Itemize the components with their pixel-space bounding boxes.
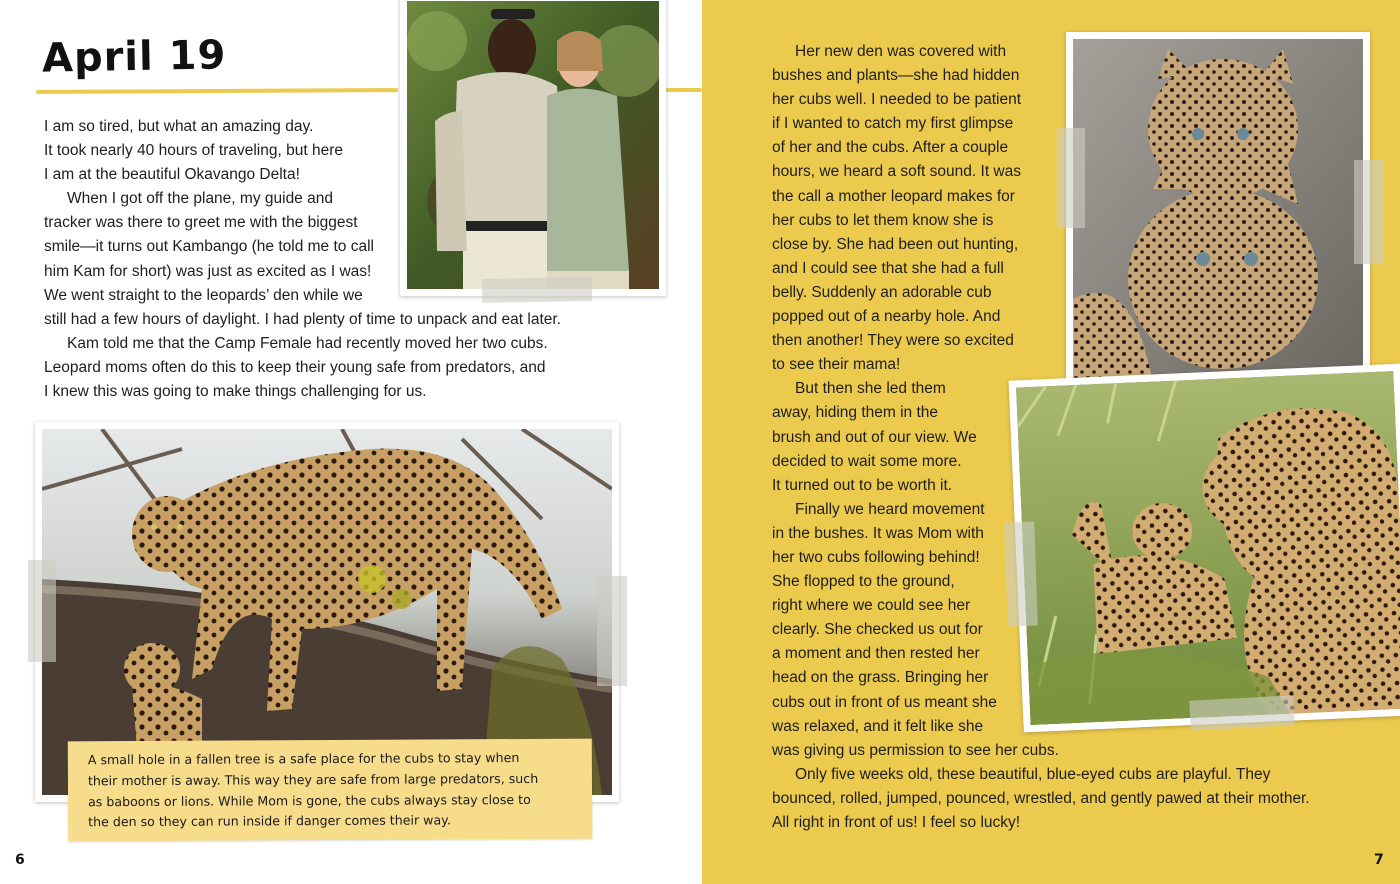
- paragraph-1: I am so tired, but what an amazing day. It took nearly 40 hours of traveling, but here I am at the beautiful Okavango Delta!: [44, 118, 343, 184]
- paragraph-4: Her new den was covered with bushes and plants—she had hidden her cubs well. I needed to be patient if I wanted to catch my first glimpse of her and the cubs. After a couple hours, we heard a soft sound. It was the call a mother leopard makes for her cubs to let them know she is close by. She had been out hunting, and I could see that she had a full belly. Suddenly an adorable cub popped out of a nearby hole. And then another! They were so excited to see their mama!: [772, 43, 1022, 374]
- page-title: April 19: [41, 32, 227, 82]
- two-cubs-image: [1073, 39, 1363, 385]
- photo-tape: [1057, 128, 1085, 228]
- photo-tape: [1189, 695, 1294, 730]
- paragraph-6: Finally we heard movement in the bushes. It was Mom with her two cubs following behind! She flopped to the ground, right where we could see her clearly. She checked us out for a moment and then rested her head on the grass. Bringing her cubs out in front of us meant she was relaxed, and it felt like she was giving us permission to see her cubs.: [772, 500, 1059, 759]
- paragraph-5: But then she led them away, hiding them in the brush and out of our view. We decided to wait some more. It turned out to be worth it.: [772, 380, 977, 494]
- title-underline-continuation: [666, 88, 702, 92]
- two-leopard-cubs-photo: [1066, 32, 1370, 392]
- page-number-right: 7: [1374, 852, 1384, 868]
- photo-caption: A small hole in a fallen tree is a safe place for the cubs to stay when their mother is away. This way they are safe from large predators, such as baboons or lions. While Mom is gone, the cubs always stay close to the den so they can run inside if danger comes their way.: [68, 739, 593, 842]
- paragraph-3: Kam told me that the Camp Female had recently moved her two cubs. Leopard moms often do this to keep their young safe from predators, and I knew this was going to make things challenging for us.: [44, 334, 548, 401]
- mother-leopard-with-cub-in-grass-photo: [1009, 364, 1400, 733]
- photo-tape: [1354, 160, 1384, 264]
- paragraph-7: Only five weeks old, these beautiful, blue-eyed cubs are playful. They bounced, rolled, jumped, pounced, wrestled, and gently pawed at their mother. All right in front of us! I feel so lucky!: [772, 765, 1310, 831]
- mother-and-cub-image: [1016, 371, 1400, 725]
- page-number-left: 6: [15, 852, 25, 868]
- paragraph-2: When I got off the plane, my guide and tracker was there to greet me with the biggest smile—it turns out Kambango (he told me to call him Kam for short) was just as excited as I was! We went straight to the leopards’ den while we still had a few hours of daylight. I had plenty of time to unpack and eat later.: [44, 190, 561, 328]
- left-body-text: [44, 115, 604, 404]
- photo-tape: [28, 560, 56, 662]
- photo-tape: [1004, 522, 1038, 627]
- photo-tape: [597, 576, 627, 686]
